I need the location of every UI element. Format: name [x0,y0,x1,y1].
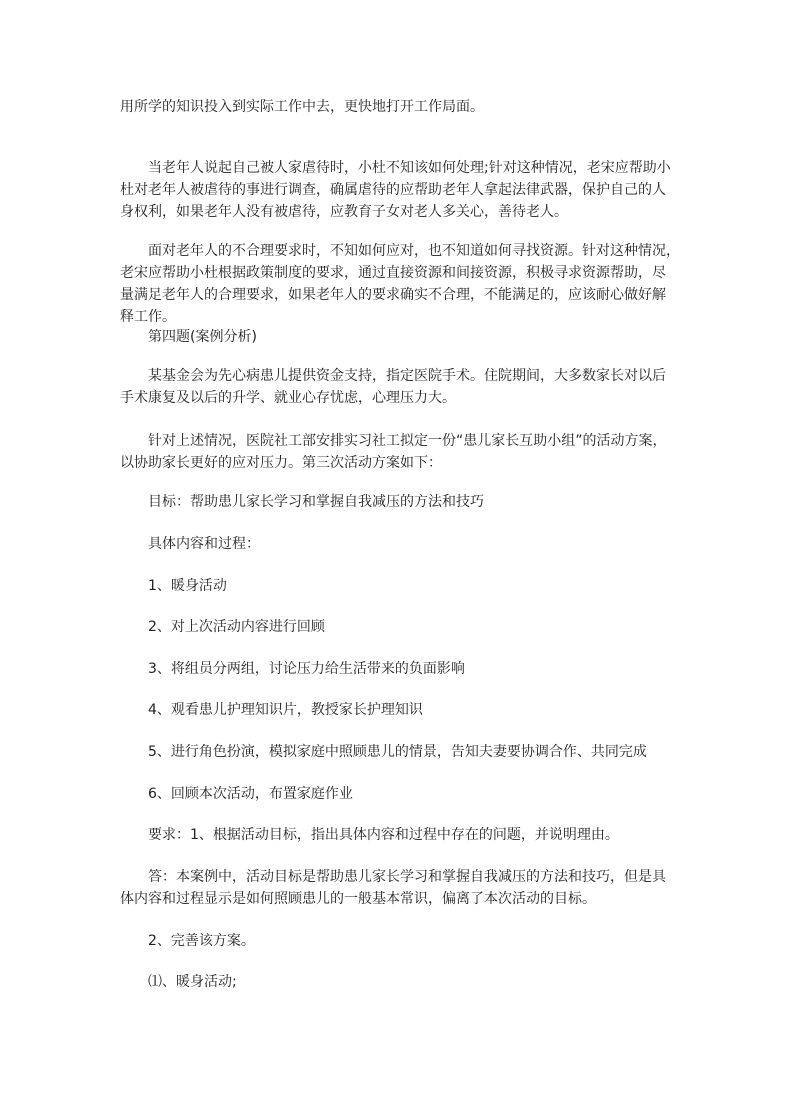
list-item-step-5 [120,741,672,763]
paragraph-unreasonable-requests [120,240,680,328]
text-line: 用所学的知识投入到实际工作中去，更快地打开工作局面。 [120,99,484,115]
paragraph-activity-plan-intro [120,430,672,474]
paragraph-requirement-1 [120,824,672,846]
text-line: 释工作。 [120,309,176,325]
text-line: 针对上述情况，医院社工部安排实习社工拟定一份“患儿家长互助小组”的活动方案， [120,433,667,449]
section-heading-question-4 [120,326,672,348]
text-line: 面对老年人的不合理要求时，不知如何应对，也不知道如何寻找资源。针对这种情况， [120,243,680,259]
text-line: 老宋应帮助小杜根据政策制度的要求，通过直接资源和间接资源，积极寻求资源帮助，尽 [120,265,666,281]
list-item-step-2 [120,616,672,638]
list-item-step-3 [120,658,672,680]
paragraph-intro-continuation [120,96,672,118]
text-line: 目标：帮助患儿家长学习和掌握自我减压的方法和技巧 [120,494,484,510]
text-line: 3、将组员分两组，讨论压力给生活带来的负面影响 [120,661,465,677]
list-item-step-4 [120,699,672,721]
text-line: 体内容和过程显示是如何照顾患儿的一般基本常识，偏离了本次活动的目标。 [120,891,596,907]
paragraph-content-heading [120,533,672,555]
text-line: 答：本案例中，活动目标是帮助患儿家长学习和掌握自我减压的方法和技巧，但是具 [120,869,666,885]
text-line: ⑴、暖身活动; [120,974,237,990]
text-line: 量满足老年人的合理要求，如果老年人的要求确实不合理，不能满足的，应该耐心做好解 [120,287,666,303]
text-line: 要求：1、根据活动目标，指出具体内容和过程中存在的问题，并说明理由。 [120,827,619,843]
list-item-step-6 [120,783,672,805]
text-line: 4、观看患儿护理知识片，教授家长护理知识 [120,702,423,718]
text-line: 某基金会为先心病患儿提供资金支持，指定医院手术。住院期间，大多数家长对以后 [120,368,666,384]
text-line: 第四题(案例分析) [120,329,257,345]
paragraph-answer-1 [120,866,672,910]
paragraph-goal [120,491,672,513]
paragraph-abuse-handling [120,157,672,223]
text-line: 身权利，如果老年人没有被虐待，应教育子女对老人多关心，善待老人。 [120,204,568,220]
text-line: 1、暖身活动 [120,578,227,594]
text-line: 具体内容和过程： [120,536,260,552]
text-line: 当老年人说起自己被人家虐待时，小杜不知该如何处理;针对这种情况，老宋应帮助小 [120,160,671,176]
paragraph-case-background [120,365,672,409]
text-line: 6、回顾本次活动，布置家庭作业 [120,786,353,802]
text-line: 手术康复及以后的升学、就业心存忧虑，心理压力大。 [120,390,456,406]
text-line: 以协助家长更好的应对压力。第三次活动方案如下： [120,455,442,471]
text-line: 杜对老年人被虐待的事进行调查，确属虐待的应帮助老年人拿起法律武器，保护自己的人 [120,182,666,198]
text-line: 2、对上次活动内容进行回顾 [120,619,325,635]
text-line: 5、进行角色扮演，模拟家庭中照顾患儿的情景，告知夫妻要协调合作、共同完成 [120,744,647,760]
paragraph-warmup-activity [120,971,672,993]
list-item-step-1 [120,575,672,597]
paragraph-requirement-2 [120,930,672,952]
text-line: 2、完善该方案。 [120,933,255,949]
